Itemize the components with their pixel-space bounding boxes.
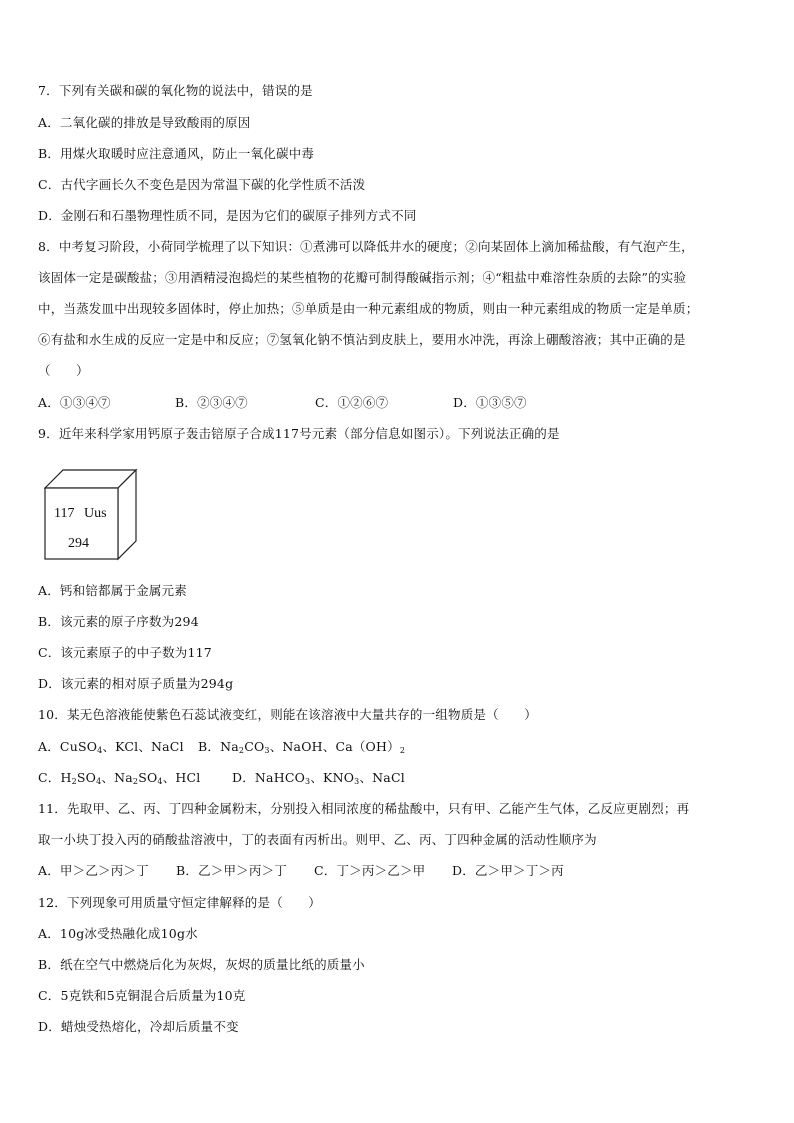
q12-option-a: A．10g冰受热融化成10g水 bbox=[38, 926, 198, 941]
q10-a-text: A．CuSO bbox=[38, 739, 98, 754]
q11-option-d: D．乙＞甲＞丁＞丙 bbox=[452, 863, 564, 878]
q10-option-a bbox=[38, 739, 198, 759]
q10-options-row1 bbox=[38, 739, 768, 759]
element-mass: 294 bbox=[68, 536, 89, 551]
q7-stem: 7．下列有关碳和碳的氧化物的说法中，错误的是 bbox=[38, 83, 313, 98]
q10-a-text-end: 、KCl、NaCl bbox=[102, 739, 184, 754]
q10-c-mid1: SO bbox=[76, 770, 97, 785]
q8-stem-line1: 8．中考复习阶段，小荷同学梳理了以下知识：①煮沸可以降低井水的硬度；②向某固体上滴加稀盐酸，有气泡产生， bbox=[38, 239, 694, 254]
q12-stem: 12．下列现象可用质量守恒定律解释的是（ ） bbox=[38, 895, 322, 910]
q9-option-a: A．钙和锫都属于金属元素 bbox=[38, 583, 187, 598]
q8-stem-line4: ⑥有盐和水生成的反应一定是中和反应；⑦氢氧化钠不慎沾到皮肤上，要用水冲洗，再涂上硼酸溶液；其中正确的是 bbox=[38, 332, 686, 347]
q10-d-sub2: 3 bbox=[354, 777, 360, 786]
q7-option-a: A．二氧化碳的排放是导致酸雨的原因 bbox=[38, 115, 251, 130]
q8-options bbox=[38, 395, 768, 411]
element-symbol: Uus bbox=[84, 506, 107, 521]
q10-d-text: D．NaHCO bbox=[232, 770, 306, 785]
q10-option-c bbox=[38, 770, 232, 790]
q8-option-a: A．①③④⑦ bbox=[38, 395, 111, 410]
q8-stem-line5: （ ） bbox=[38, 363, 89, 378]
q12-option-b: B．纸在空气中燃烧后化为灰烬，灰烬的质量比纸的质量小 bbox=[38, 957, 365, 972]
q10-c-sub1: 2 bbox=[71, 777, 77, 786]
q9-option-b: B．该元素的原子序数为294 bbox=[38, 614, 199, 629]
q10-c-sub4: 4 bbox=[157, 777, 163, 786]
q7-option-b: B．用煤火取暖时应注意通风，防止一氧化碳中毒 bbox=[38, 146, 315, 161]
q11-stem-line2: 取一小块丁投入丙的硝酸盐溶液中，丁的表面有丙析出。则甲、乙、丙、丁四种金属的活动性顺序为 bbox=[38, 832, 597, 847]
element-cube-diagram bbox=[44, 469, 138, 561]
q8-option-d: D．①③⑤⑦ bbox=[453, 395, 527, 410]
q10-stem: 10．某无色溶液能使紫色石蕊试液变红，则能在该溶液中大量共存的一组物质是（ ） bbox=[38, 707, 537, 722]
q11-option-c: C．丁＞丙＞乙＞甲 bbox=[314, 863, 426, 878]
q10-a-sub: 4 bbox=[97, 746, 103, 755]
q10-b-text-end: 、NaOH、Ca（OH） bbox=[269, 739, 400, 754]
q8-stem-line2: 该固体一定是碳酸盐；③用酒精浸泡捣烂的某些植物的花瓣可制得酸碱指示剂；④“粗盐中难溶性杂质的去除”的实验 bbox=[38, 270, 687, 285]
q10-b-text: B．Na bbox=[198, 739, 239, 754]
q8-option-c: C．①②⑥⑦ bbox=[315, 395, 389, 410]
q9-option-c: C．该元素原子的中子数为117 bbox=[38, 645, 212, 660]
q10-b-sub1: 2 bbox=[238, 746, 245, 755]
element-number: 117 bbox=[54, 506, 75, 521]
q10-option-d bbox=[232, 770, 405, 785]
q10-c-text-end: 、HCl bbox=[162, 770, 201, 785]
q10-b-sub3: 2 bbox=[399, 746, 406, 755]
q12-option-c: C．5克铁和5克铜混合后质量为10克 bbox=[38, 988, 246, 1003]
q8-option-b: B．②③④⑦ bbox=[175, 395, 248, 410]
q10-option-b bbox=[198, 739, 405, 754]
q7-option-d: D．金刚石和石墨物理性质不同，是因为它们的碳原子排列方式不同 bbox=[38, 208, 417, 223]
element-cube-outline bbox=[44, 469, 138, 561]
q11-option-b: B．乙＞甲＞丙＞丁 bbox=[176, 863, 287, 878]
q10-c-sub2: 4 bbox=[96, 777, 102, 786]
q10-c-text: C．H bbox=[38, 770, 72, 785]
q10-options-row2 bbox=[38, 770, 768, 790]
q9-stem: 9．近年来科学家用钙原子轰击锫原子合成117号元素（部分信息如图示）。下列说法正确的是 bbox=[38, 426, 560, 441]
q10-d-mid: 、KNO bbox=[310, 770, 355, 785]
q10-d-sub1: 3 bbox=[305, 777, 311, 786]
q7-option-c: C．古代字画长久不变色是因为常温下碳的化学性质不活泼 bbox=[38, 177, 366, 192]
q10-c-mid3: SO bbox=[138, 770, 158, 785]
q10-b-sub2: 3 bbox=[264, 746, 270, 755]
q8-stem-line3: 中，当蒸发皿中出现较多固体时，停止加热；⑤单质是由一种元素组成的物质，则由一种元素组成的物质一定是单质； bbox=[38, 301, 699, 316]
q12-option-d: D．蜡烛受热熔化，冷却后质量不变 bbox=[38, 1019, 239, 1034]
q10-c-mid2: 、Na bbox=[101, 770, 133, 785]
q11-option-a: A．甲＞乙＞丙＞丁 bbox=[38, 863, 149, 878]
q10-b-mid: CO bbox=[244, 739, 265, 754]
q11-options bbox=[38, 863, 768, 879]
q9-option-d: D．该元素的相对原子质量为294g bbox=[38, 676, 234, 691]
q10-d-text-end: 、NaCl bbox=[359, 770, 405, 785]
q10-c-sub3: 2 bbox=[132, 777, 139, 786]
q11-stem-line1: 11．先取甲、乙、丙、丁四种金属粉末，分别投入相同浓度的稀盐酸中，只有甲、乙能产生气体，乙反应更剧烈；再 bbox=[38, 801, 690, 816]
